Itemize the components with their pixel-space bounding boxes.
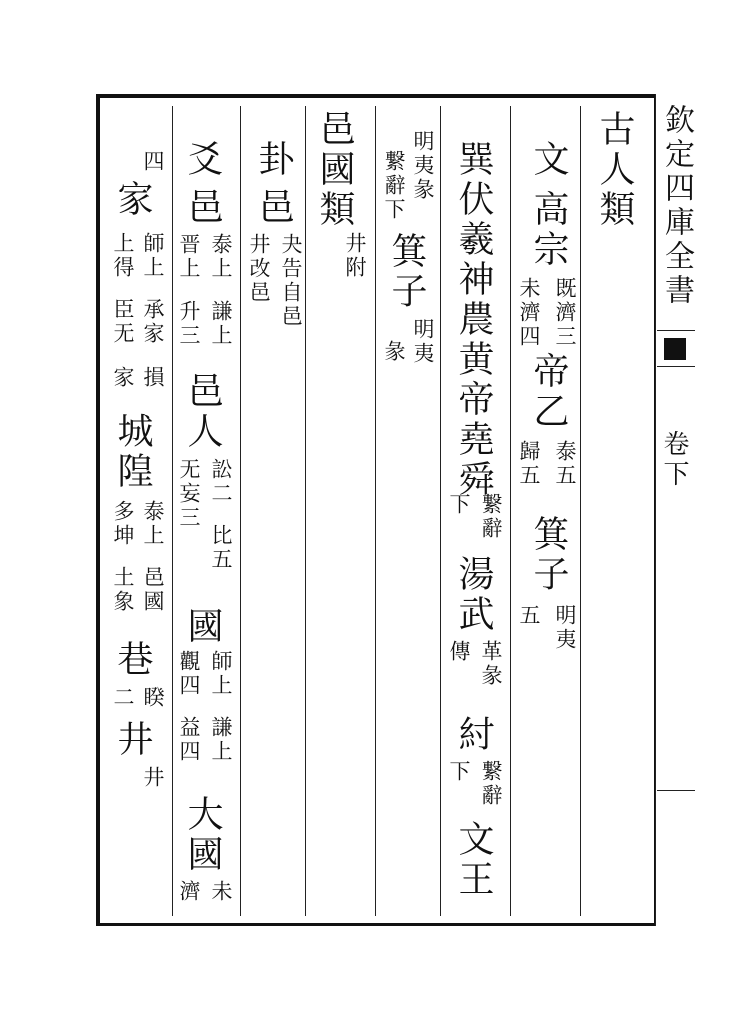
main-text: 家	[112, 180, 153, 220]
main-text: 文王	[453, 820, 494, 900]
annotation-text: 未濟四	[517, 277, 541, 349]
annotation-text: 下	[447, 760, 471, 784]
margin-line	[657, 366, 695, 367]
main-text: 古人類	[594, 110, 635, 230]
column-rule	[510, 106, 511, 916]
annotation-text: 五	[517, 604, 541, 628]
annotation-text: 邑國	[141, 566, 165, 614]
main-text: 高宗	[528, 190, 569, 270]
annotation-text: 四	[141, 150, 165, 174]
margin-line	[657, 790, 695, 791]
annotation-text: 比五	[209, 524, 233, 572]
annotation-text: 多坤	[111, 500, 135, 548]
annotation-text: 泰五	[553, 440, 577, 488]
main-text: 箕子	[386, 232, 427, 312]
annotation-text: 无妄三	[177, 458, 201, 530]
main-text: 邑人	[182, 372, 223, 452]
annotation-text: 謙上	[209, 716, 233, 764]
annotation-text: 二	[111, 686, 135, 710]
annotation-text: 繋辭下	[382, 150, 406, 222]
main-text: 井	[112, 720, 153, 760]
main-text: 城隍	[112, 412, 153, 492]
main-text: 邑	[253, 188, 294, 228]
main-text: 大國	[182, 795, 223, 875]
main-text: 湯武	[453, 555, 494, 635]
annotation-text: 升三	[177, 300, 201, 348]
margin-label: 卷下	[659, 430, 689, 490]
annotation-text: 明夷	[553, 604, 577, 652]
column-rule	[172, 106, 173, 916]
annotation-text: 井改邑	[247, 233, 271, 305]
annotation-text: 歸五	[517, 440, 541, 488]
column-rule	[580, 106, 581, 916]
annotation-text: 明夷	[411, 318, 435, 366]
main-text: 邑	[182, 188, 223, 228]
main-text: 國	[182, 607, 223, 647]
annotation-text: 師上	[209, 650, 233, 698]
margin-title: 欽定四庫全書	[659, 104, 694, 308]
main-text: 紂	[453, 715, 494, 755]
column-rule	[305, 106, 306, 916]
main-text: 帝乙	[528, 352, 569, 432]
annotation-text: 師上	[141, 232, 165, 280]
annotation-text: 彖	[382, 340, 406, 364]
annotation-text: 晋上	[177, 233, 201, 281]
annotation-text: 繋辭	[479, 760, 503, 808]
annotation-text: 下	[447, 493, 471, 517]
annotation-text: 井附	[343, 232, 367, 280]
annotation-text: 夬告自邑	[279, 233, 303, 329]
annotation-text: 臣无	[111, 298, 135, 346]
annotation-text: 革彖	[479, 640, 503, 688]
column-rule	[440, 106, 441, 916]
main-text: 巷	[112, 640, 153, 680]
annotation-text: 井	[141, 766, 165, 790]
annotation-text: 泰上	[141, 500, 165, 548]
annotation-text: 未	[209, 880, 233, 904]
annotation-text: 睽	[141, 686, 165, 710]
annotation-text: 土象	[111, 566, 135, 614]
annotation-text: 觀四	[177, 650, 201, 698]
annotation-text: 繋辭	[479, 493, 503, 541]
annotation-text: 泰上	[209, 233, 233, 281]
main-text: 巽伏羲神農黄帝堯舜	[453, 140, 494, 500]
annotation-text: 訟二	[209, 458, 233, 506]
annotation-text: 明夷彖	[411, 130, 435, 202]
column-rule	[375, 106, 376, 916]
annotation-text: 益四	[177, 716, 201, 764]
main-text: 卦	[253, 140, 294, 180]
main-text: 箕子	[528, 515, 569, 595]
annotation-text: 謙上	[209, 300, 233, 348]
main-text: 文	[528, 140, 569, 180]
main-text: 邑國類	[314, 110, 355, 230]
annotation-text: 傳	[447, 640, 471, 664]
annotation-text: 濟	[177, 880, 201, 904]
main-text: 爻	[182, 140, 223, 180]
annotation-text: 損	[141, 366, 165, 390]
annotation-text: 家	[111, 366, 135, 390]
annotation-text: 既濟三	[553, 277, 577, 349]
fish-tail-mark	[664, 338, 686, 360]
margin-line	[657, 330, 695, 331]
column-rule	[240, 106, 241, 916]
annotation-text: 承家	[141, 298, 165, 346]
annotation-text: 上得	[111, 232, 135, 280]
